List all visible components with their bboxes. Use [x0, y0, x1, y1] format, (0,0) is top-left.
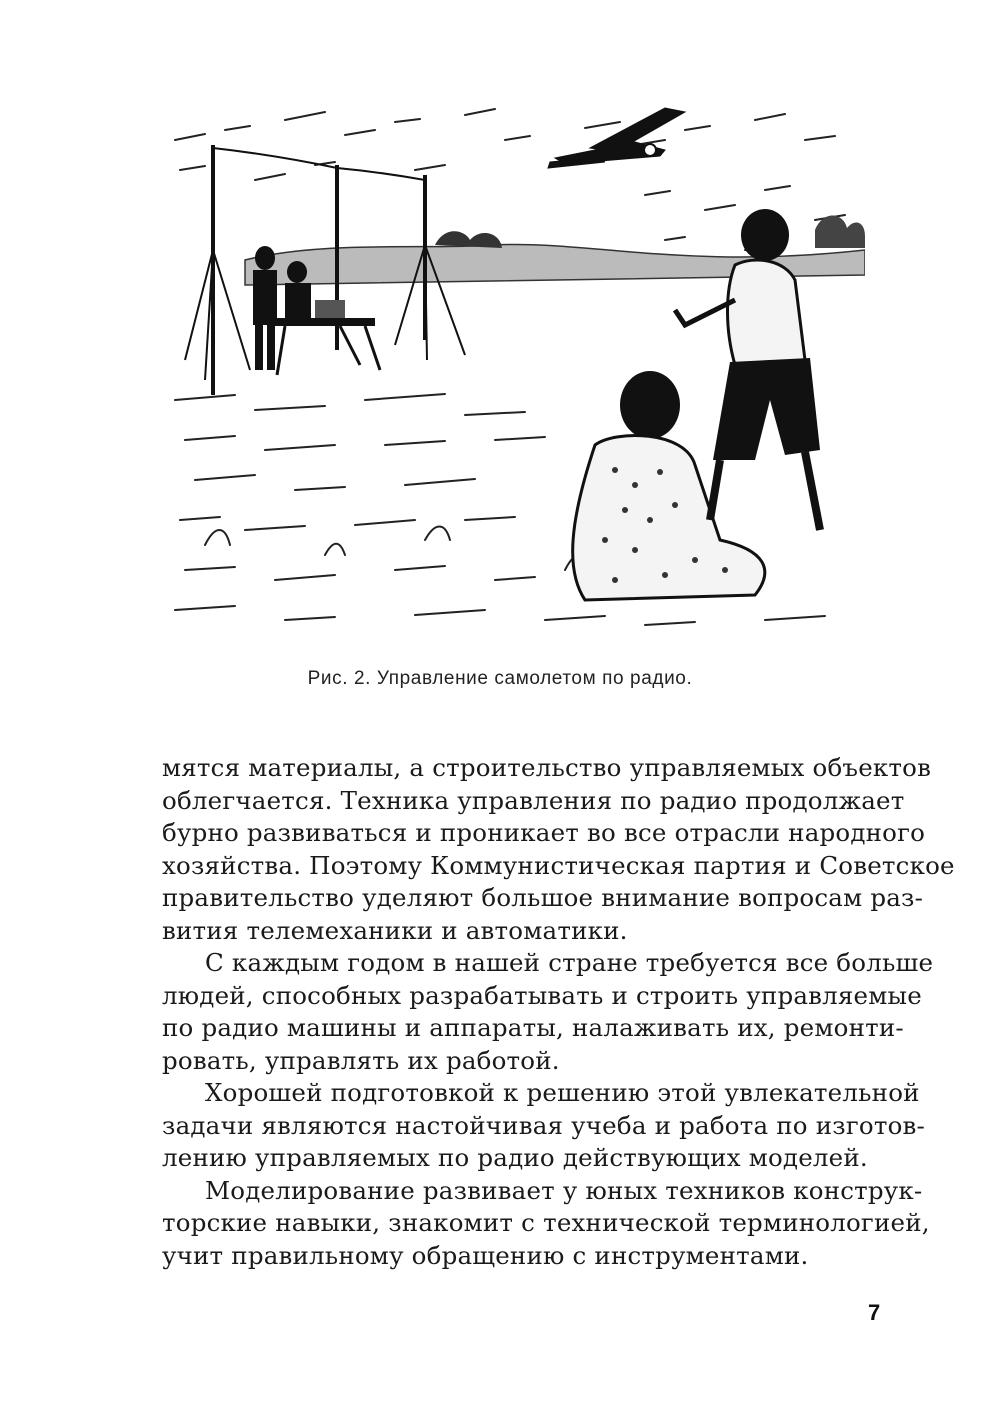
paragraph-1 [162, 752, 955, 947]
figure-caption: Рис. 2. Управление самолетом по радио. [307, 668, 693, 689]
text-line: вития телемеханики и автоматики. [162, 915, 628, 945]
text-line: бурно развиваться и проникает во все отрасли народного [162, 818, 926, 847]
text-line: Моделирование развивает у юных техников конструк- [205, 1175, 923, 1205]
text-line: лению управляемых по радио действующих моделей. [162, 1143, 868, 1172]
airplane-icon [548, 108, 685, 168]
text-line: торские навыки, знакомит с технической терминологией, [162, 1208, 930, 1237]
paragraph-2 [162, 947, 934, 1077]
text-line: облегчается. Техника управления по радио продолжает [162, 785, 905, 815]
trees [435, 231, 502, 248]
trees-right [815, 216, 865, 249]
text-line: по радио машины и аппараты, налаживать их, ремонти- [162, 1013, 904, 1042]
text-line: учит правильному обращению с инструментами. [162, 1240, 809, 1270]
radio-controlled-plane-drawing [165, 100, 865, 635]
paragraph-4 [162, 1175, 930, 1273]
text-line: Хорошей подготовкой к решению этой увлекательной [205, 1078, 920, 1107]
body-text [162, 752, 955, 1272]
text-line: С каждым годом в нашей стране требуется все больше [205, 948, 934, 977]
text-line: ровать, управлять их работой. [162, 1045, 560, 1075]
text-line: правительство уделяют большое внимание вопросам раз- [162, 883, 924, 912]
text-line: хозяйства. Поэтому Коммунистическая партия и Советское [162, 850, 955, 880]
figure-illustration [165, 100, 865, 635]
text-line: людей, способных разрабатывать и строить управляемые [162, 980, 922, 1010]
paragraph-3 [162, 1077, 925, 1175]
text-line: мятся материалы, а строительство управляемых объектов [162, 753, 932, 782]
text-line: задачи являются настойчивая учеба и работа по изготов- [162, 1110, 925, 1140]
page-number: 7 [868, 1300, 881, 1325]
